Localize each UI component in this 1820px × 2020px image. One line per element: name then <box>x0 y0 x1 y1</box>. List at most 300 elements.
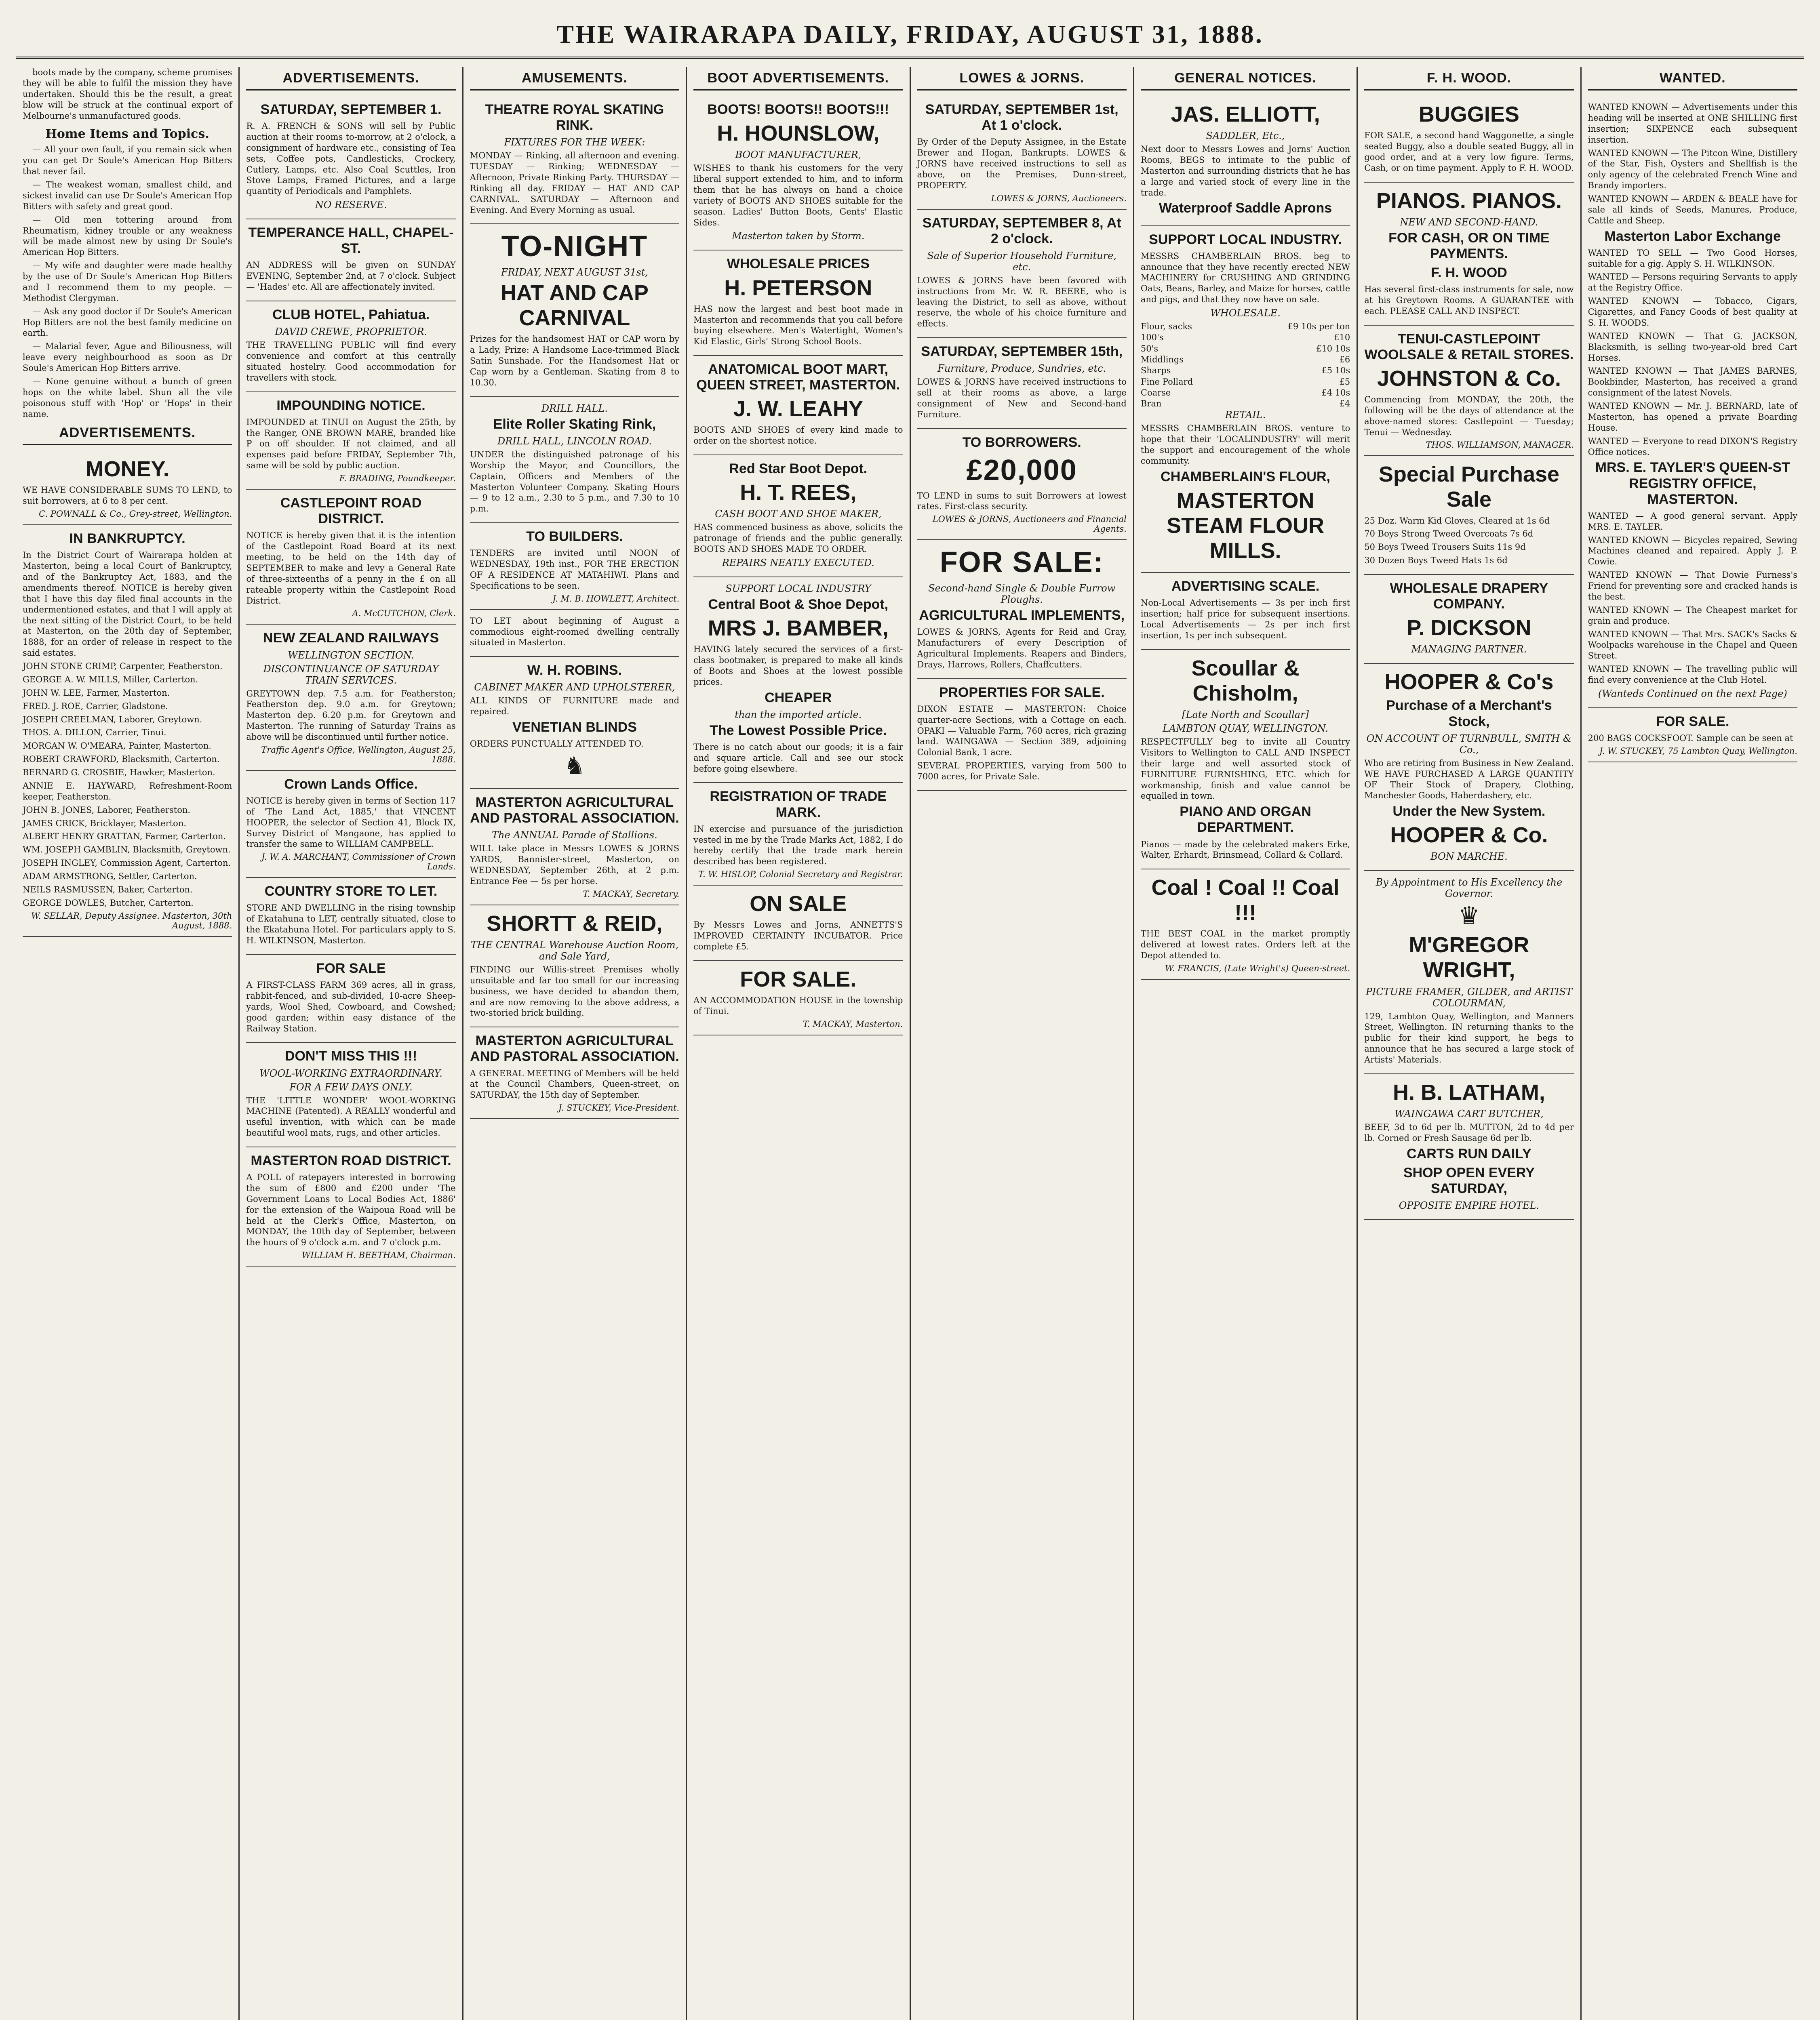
shortt-reid-body: FINDING our Willis-street Premises wholly unsuitable and far too small for our increasing business, we have decided to abandon them, and are now removing to the above address, a two-storied brick building. <box>470 964 680 1018</box>
mcgregor-sub: PICTURE FRAMER, GILDER, and ARTIST COLOURMAN, <box>1365 986 1573 1009</box>
price-row <box>1141 343 1350 354</box>
accommodation-ad <box>693 961 903 1035</box>
column-7 <box>1358 67 1581 2020</box>
royal-crest-icon: ♛ <box>1458 902 1480 930</box>
borrowers-ad <box>917 429 1127 541</box>
wholesale-heading: WHOLESALE. <box>1210 307 1281 319</box>
hounslow-body: WISHES to thank his customers for the very liberal support extended to him, and to inform them that he has always on hand a choice variety of BOOTS AND SHOES suitable for the season. Ladies' Button Boots, Gents' Elastic Sides. <box>693 163 903 227</box>
crown-lands-ad <box>246 771 455 878</box>
properties-body: DIXON ESTATE — MASTERTON: Choice quarter-acre Sections, with a Cottage on each. OPAKI — Valuable Farm, 760 acres, rich grazing land. WAINGAWA — Section 389, adjoining Colonial Bank, 1 acre. <box>917 704 1127 758</box>
price-item: Flour, sacks <box>1140 322 1192 332</box>
bankrupt-entry: ALBERT HENRY GRATTAN, Farmer, Carterton. <box>23 831 226 842</box>
shortt-reid-ad <box>470 905 679 1027</box>
wanted-item: WANTED — Persons requiring Servants to apply at the Registry Office. <box>1588 272 1797 293</box>
wanted-item: WANTED KNOWN — That Dowie Furness's Friend for preventing sore and cracked hands is the best. <box>1588 570 1797 602</box>
wanted-item: WANTED KNOWN — The Cheapest market for grain and produce. <box>1588 605 1797 626</box>
rees-title: H. T. REES, <box>740 480 857 505</box>
furniture-sale-body: LOWES & JORNS have been favored with instructions from Mr. W. R. BEERE, who is leaving the District, to sell as above, without reserve, the whole of his choice furniture and effects. <box>917 275 1127 329</box>
money-ad <box>23 451 232 525</box>
ploughs-title: FOR SALE: <box>939 546 1104 579</box>
special-item: 70 Boys Strong Tweed Overcoats 7s 6d <box>1364 529 1534 539</box>
incubator-body: By Messrs Lowes and Jorns, ANNETTS'S IMPROVED CERTAINTY INCUBATOR. Price complete £5. <box>693 920 903 951</box>
trade-mark-title: REGISTRATION OF TRADE MARK. <box>710 789 887 820</box>
elliott-sub: SADDLER, Etc., <box>1206 130 1285 142</box>
column-5 <box>911 67 1134 2020</box>
bankrupt-entry: MORGAN W. O'MEARA, Painter, Masterton. <box>23 741 211 751</box>
bankrupt-entry: JOSEPH CREELMAN, Laborer, Greytown. <box>23 714 202 724</box>
money-title: MONEY. <box>85 457 169 482</box>
money-body: WE HAVE CONSIDERABLE SUMS TO LEND, to suit borrowers, at 6 to 8 per cent. <box>23 485 232 506</box>
castlepoint-sign: A. McCUTCHON, Clerk. <box>352 608 456 619</box>
peterson-ad <box>693 250 903 356</box>
dont-miss-title: DON'T MISS THIS !!! <box>284 1048 417 1064</box>
buggies-ad <box>1364 96 1574 183</box>
elliott-body: Next door to Messrs Lowes and Jorns' Auction Rooms, BEGS to intimate to the public of Masterton and surrounding districts that he has a large and varied stock of every line in the trade. <box>1140 144 1350 198</box>
latham-title: H. B. LATHAM, <box>1392 1080 1545 1105</box>
dickson-ad <box>1364 575 1574 664</box>
column-1 <box>16 67 240 2020</box>
wanted-item: WANTED TO SELL — Two Good Horses, suitable for a gig. Apply S. H. WILKINSON. <box>1588 248 1797 269</box>
skating-rink-sub: FIXTURES FOR THE WEEK: <box>504 137 645 148</box>
price-row <box>1141 332 1350 343</box>
advertising-scale-ad <box>1141 573 1350 650</box>
leahy-body: BOOTS AND SHOES of every kind made to order on the shortest notice. <box>693 425 903 446</box>
club-hotel-ad <box>246 301 455 392</box>
brewer-sale-title: SATURDAY, SEPTEMBER 1st, At 1 o'clock. <box>925 102 1119 133</box>
temperance-ad <box>246 219 455 301</box>
wanted-item: WANTED KNOWN — That Mrs. SACK's Sacks & Woolpacks warehouse in the Chapel and Queen Street. <box>1588 629 1797 661</box>
railways-title: NEW ZEALAND RAILWAYS <box>263 630 439 646</box>
anatomical-title: ANATOMICAL BOOT MART, QUEEN STREET, MASTERTON. <box>696 362 900 393</box>
elite-rink-title: Elite Roller Skating Rink, <box>493 416 656 432</box>
club-hotel-proprietor: DAVID CREWE, PROPRIETOR. <box>275 326 428 338</box>
mcgregor-ad <box>1364 871 1574 1074</box>
bankrupt-entry: ANNIE E. HAYWARD, Refreshment-Room keeper, Featherston. <box>23 781 232 802</box>
dickson-sub: MANAGING PARTNER. <box>1411 644 1527 655</box>
properties-several: SEVERAL PROPERTIES, varying from 500 to 7000 acres, for Private Sale. <box>917 761 1127 782</box>
advertising-scale-body: Non-Local Advertisements — 3s per inch first insertion; half price for subsequent insertions. Local Advertisements — 2s per inch first insertion, 1s per inch subsequent. <box>1140 598 1350 640</box>
buggies-title: BUGGIES <box>1418 102 1519 126</box>
price-value: £10 <box>1334 332 1350 343</box>
road-district-title: MASTERTON ROAD DISTRICT. <box>251 1153 451 1168</box>
wanted-item: WANTED KNOWN — The travelling public will find every convenience at the Club Hotel. <box>1588 664 1797 685</box>
chamberlain-flour-title: CHAMBERLAIN'S FLOUR, <box>1161 469 1330 484</box>
price-value: £5 <box>1339 377 1350 387</box>
lowest-price-title: The Lowest Possible Price. <box>710 722 887 738</box>
hooper-ad <box>1364 664 1574 871</box>
wanted-item: WANTED KNOWN — Bicycles repaired, Sewing Machines cleaned and repaired. Apply J. P. Cowie. <box>1588 535 1797 567</box>
carts-title: CARTS RUN DAILY <box>1407 1146 1531 1162</box>
ploughs-sub: Second-hand Single & Double Furrow Ploughs. <box>928 583 1116 606</box>
wanted-item: WANTED KNOWN — ARDEN & BEALE have for sale all kinds of Seeds, Manures, Produce, Cattle and Sheep. <box>1588 194 1797 225</box>
hounslow-title: H. HOUNSLOW, <box>717 121 880 146</box>
bankrupt-entry: JOHN W. LEE, Farmer, Masterton. <box>23 688 170 698</box>
french-sale-tag: NO RESERVE. <box>315 199 387 211</box>
shop-title: SHOP OPEN EVERY SATURDAY, <box>1403 1165 1535 1196</box>
johnston-body: Commencing from MONDAY, the 20th, the following will be the days of attendance at the above-named stores: Castlepoint — Tuesday; Tenui — Wednesday. <box>1364 394 1574 437</box>
column-6 <box>1134 67 1358 2020</box>
road-district-ad <box>246 1147 455 1267</box>
hounslow-ad <box>693 96 903 250</box>
accommodation-sign: T. MACKAY, Masterton. <box>803 1019 903 1029</box>
wanted-item: WANTED — A good general servant. Apply MRS. E. TAYLER. <box>1588 511 1797 532</box>
carnival-body: Prizes for the handsomest HAT or CAP worn by a Lady, Prize: A Handsome Lace-trimmed Black Satin Sunshade. For the Handsomest Hat or Cap worn by a Gentleman. Skating from 8 to 10.30. <box>470 334 680 387</box>
railways-sign: Traffic Agent's Office, Wellington, August 25, 1888. <box>261 745 456 764</box>
skating-rink-ad <box>470 96 679 224</box>
incubator-ad <box>693 886 903 961</box>
cocksfoot-title: FOR SALE. <box>1656 713 1729 729</box>
bamber-body: HAVING lately secured the services of a first-class bootmaker, is prepared to make all kinds of Boots and Shoes at the lowest possible prices. <box>693 644 903 687</box>
home-item: — The weakest woman, smallest child, and sickest invalid can use Dr Soule's American Hop Bitters with safety and great good. <box>23 180 232 211</box>
elite-rink-ad <box>470 397 679 523</box>
railways-sub: WELLINGTON SECTION. <box>288 649 414 661</box>
carnival-ad <box>470 224 679 397</box>
column-6-heading: GENERAL NOTICES. <box>1141 67 1350 90</box>
appointment-text: By Appointment to His Excellency the Governor. <box>1376 877 1563 900</box>
buggies-body: FOR SALE, a second hand Waggonette, a single seated Buggy, also a double seated Buggy, all in good order, and at a very low figure. Terms, Cash, or on time payment. Apply to F. H. WOOD. <box>1364 130 1574 173</box>
special-purchase-title: Special Purchase Sale <box>1378 462 1560 512</box>
sundries-date: SATURDAY, SEPTEMBER 15th, <box>921 344 1123 360</box>
club-hotel-body: THE TRAVELLING PUBLIC will find every convenience and comfort at this centrally situated hostelry. Good accommodation for travellers with stock. <box>246 340 456 383</box>
parade-ad <box>470 789 679 905</box>
furniture-sale-ad <box>917 210 1127 339</box>
home-item: — Ask any good doctor if Dr Soule's American Hop Bitters are not the best family medicine on earth. <box>23 306 232 338</box>
borrowers-amount: £20,000 <box>966 454 1077 486</box>
dickson-name: P. DICKSON <box>1407 616 1531 640</box>
parade-body: WILL take place in Messrs LOWES & JORNS YARDS, Bannister-street, Masterton, on WEDNESDAY, September 26th, at 2 p.m. Entrance Fee — 5s per horse. <box>470 844 680 886</box>
article-lead-text: boots made by the company, scheme promises they will be able to fulfil the mission they have undertaken. Should this be the result, a great blow will be struck at the continual export of Melbourne's unmanufactured goods. <box>23 67 232 121</box>
wanted-item: WANTED KNOWN — Mr. J. BERNARD, late of Masterton, has opened a private Boarding House. <box>1588 401 1797 433</box>
lowest-price-body: There is no catch about our goods; it is a fair and square article. Call and see our stock before going elsewhere. <box>693 742 903 774</box>
ploughs-ad <box>917 540 1127 679</box>
robins-sub: CABINET MAKER AND UPHOLSTERER, <box>474 682 675 693</box>
wanted-item: WANTED KNOWN — Tobacco, Cigars, Cigarettes, and Fancy Goods of best quality at S. H. WOODS. <box>1588 296 1797 328</box>
scoullar-ad <box>1141 650 1350 869</box>
chamberlain-sign: MESSRS CHAMBERLAIN BROS. venture to hope that their 'LOCALINDUSTRY' will merit the support and encouragement of the whole community. <box>1140 423 1350 466</box>
price-item: Coarse <box>1140 387 1171 398</box>
farm-sale-ad <box>246 955 455 1043</box>
price-item: Fine Pollard <box>1140 377 1193 387</box>
railways-head: DISCONTINUANCE OF SATURDAY TRAIN SERVICES. <box>263 663 439 686</box>
brewer-sale-body: By Order of the Deputy Assignee, in the Estate Brewer and Hogan, Bankrupts. LOWES & JORNS have received instructions to sell as above, on the Premises, Dunn-street, PROPERTY. <box>917 137 1127 190</box>
farm-sale-title: FOR SALE <box>316 960 386 976</box>
advertising-scale-title: ADVERTISING SCALE. <box>1171 579 1320 594</box>
bankrupt-entry: JOHN STONE CRIMP, Carpenter, Featherston. <box>23 661 223 671</box>
price-item: Bran <box>1140 399 1162 409</box>
home-item: — My wife and daughter were made healthy by the use of Dr Soule's American Hop Bitters and I recommend them to my people. — Methodist Clergyman. <box>23 261 232 303</box>
blinds-body: ORDERS PUNCTUALLY ATTENDED TO. <box>470 739 644 749</box>
bankrupt-entry: JOHN B. JONES, Laborer, Featherston. <box>23 805 191 815</box>
wool-working-title: WOOL-WORKING EXTRAORDINARY. <box>259 1067 443 1079</box>
pianos-sub: NEW AND SECOND-HAND. <box>1400 216 1538 228</box>
price-list <box>1141 321 1350 409</box>
parade-sign: T. MACKAY, Secretary. <box>583 889 680 899</box>
trade-mark-sign: T. W. HISLOP, Colonial Secretary and Registrar. <box>698 869 903 880</box>
wanted-item: WANTED KNOWN — That JAMES BARNES, Bookbinder, Masterton, has received a grand consignment of the latest Novels. <box>1588 366 1797 398</box>
wanted-item: WANTED KNOWN — Advertisements under this heading will be inserted at ONE SHILLING first insertion; SIXPENCE each subsequent insertion. <box>1588 102 1797 145</box>
registry-office-title: MRS. E. TAYLER'S QUEEN-ST REGISTRY OFFICE, MASTERTON. <box>1595 460 1790 507</box>
bankrupt-entry: GEORGE DOWLES, Butcher, Carterton. <box>23 898 194 908</box>
robins-title: W. H. ROBINS. <box>527 663 622 678</box>
red-star-title: Red Star Boot Depot. <box>729 461 868 477</box>
brewer-sale-sign: LOWES & JORNS, Auctioneers. <box>991 193 1127 203</box>
french-sale-ad <box>246 96 455 219</box>
central-depot-title: Central Boot & Shoe Depot, <box>708 596 889 612</box>
impounding-body: IMPOUNDED at TINUI on August the 25th, by the Ranger, ONE BROWN MARE, branded like P on off shoulder. If not claimed, and all expenses paid before FRIDAY, September 7th, same will be sold by public auction. <box>246 417 456 471</box>
railways-body: GREYTOWN dep. 7.5 a.m. for Featherston; Featherston dep. 9.0 a.m. for Greytown; Masterton dep. 6.20 p.m. for Greytown and Masterton. The running of Saturday Trains as above will be discontinued until further notice. <box>246 688 456 742</box>
carnival-title: HAT AND CAP CARNIVAL <box>500 281 649 330</box>
retail-heading: RETAIL. <box>1225 409 1266 421</box>
price-row <box>1141 398 1350 409</box>
wool-working-ad <box>246 1043 455 1147</box>
bamber-ad <box>693 577 903 783</box>
dickson-title: WHOLESALE DRAPERY COMPANY. <box>1390 581 1548 612</box>
rees-body: HAS commenced business as above, solicits the patronage of friends and the public generally. BOOTS AND SHOES MADE TO ORDER. <box>693 522 903 554</box>
column-4-heading: BOOT ADVERTISEMENTS. <box>693 67 903 90</box>
bamber-title: MRS J. BAMBER, <box>708 616 889 641</box>
scoullar-sub: [Late North and Scoullar] <box>1182 709 1309 721</box>
wood-title: F. H. WOOD <box>1430 265 1507 280</box>
french-sale-body: R. A. FRENCH & SONS will sell by Public auction at their rooms to-morrow, at 2 o'clock, a consignment of hardware etc., consisting of Tea sets, Coffee pots, Candlesticks, Crockery, Cutlery, Lamps, etc. Also Coal Scuttles, Iron Stove Lamps, Framed Pictures, and a large quantity of Periodicals and Pamphlets. <box>246 121 456 196</box>
hooper2-title: HOOPER & Co. <box>1390 823 1548 848</box>
french-sale-title: SATURDAY, SEPTEMBER 1. <box>260 102 442 117</box>
association-meeting-sign: J. STUCKEY, Vice-President. <box>558 1103 680 1113</box>
robins-body: ALL KINDS OF FURNITURE made and repaired. <box>470 696 680 717</box>
money-sign: C. POWNALL & Co., Grey-street, Wellington. <box>39 509 232 519</box>
elite-rink-body: UNDER the distinguished patronage of his Worship the Mayor, and Councillors, the Captain, Officers and Members of the Masterton Volunteer Company. Skating Hours — 9 to 12 a.m., 2.30 to 5 p.m., and 7.30 to 10 p.m. <box>470 449 680 514</box>
to-let-ad <box>470 610 679 657</box>
properties-ad <box>917 679 1127 791</box>
country-store-ad <box>246 878 455 955</box>
pianos-ad <box>1364 183 1574 326</box>
association-meeting-body: A GENERAL MEETING of Members will be held at the Council Chambers, Queen-street, on SATURDAY, the 15th day of September. <box>470 1068 680 1100</box>
builders-ad <box>470 523 679 610</box>
wanted-item: WANTED KNOWN — That G. JACKSON, Blacksmith, is selling two-year-old bred Cart Horses. <box>1588 331 1797 363</box>
crown-lands-body: NOTICE is hereby given in terms of Section 117 of 'The Land Act, 1885,' that VINCENT HOOPER, the selector of Section 41, Block IX, Survey District of Mangaone, has applied to transfer the same to WILLIAM CAMPBELL. <box>246 795 456 849</box>
cocksfoot-ad <box>1588 708 1797 762</box>
price-value: £4 10s <box>1321 387 1350 398</box>
scoullar-title: Scoullar & Chisholm, <box>1191 656 1300 705</box>
cocksfoot-body: 200 BAGS COCKSFOOT. Sample can be seen at <box>1588 733 1793 743</box>
mcgregor-body: 129, Lambton Quay, Wellington, and Manners Street, Wellington. IN returning thanks to the public for their kind support, he begs to announce that he has secured a large stock of Artists' Materials. <box>1364 1011 1574 1065</box>
accommodation-title: FOR SALE. <box>740 967 857 991</box>
association-meeting-title: MASTERTON AGRICULTURAL AND PASTORAL ASSOCIATION. <box>470 1033 679 1065</box>
shortt-reid-title: SHORTT & REID, <box>487 911 663 936</box>
price-value: £4 <box>1339 399 1350 409</box>
country-store-title: COUNTRY STORE TO LET. <box>264 884 438 899</box>
shortt-reid-sub: THE CENTRAL Warehouse Auction Room, and Sale Yard, <box>470 939 679 962</box>
column-3 <box>463 67 687 2020</box>
pianos-title: PIANOS. PIANOS. <box>1376 188 1562 213</box>
sundries-ad <box>917 338 1127 429</box>
bankrupt-entry: NEILS RASMUSSEN, Baker, Carterton. <box>23 884 193 894</box>
home-item: — Malarial fever, Ague and Biliousness, will leave every neighbourhood as soon as Dr Soule's American Hop Bitters arrive. <box>23 341 232 373</box>
chamberlain-body: MESSRS CHAMBERLAIN BROS. beg to announce that they have recently erected NEW MACHINERY for CRUSHING AND GRINDING Oats, Beans, Barley, and Maize for horses, cattle and pigs, and that they now have on sale. <box>1140 251 1350 305</box>
hooper-body: Who are retiring from Business in New Zealand. WE HAVE PURCHASED A LARGE QUANTITY OF Their Stock of Drapery, Clothing, Manchester Goods, Haberdashery, etc. <box>1364 758 1574 801</box>
price-row <box>1141 354 1350 365</box>
incubator-title: ON SALE <box>750 892 847 916</box>
column-4 <box>687 67 910 2020</box>
cocksfoot-sign: J. W. STUCKEY, 75 Lambton Quay, Wellington. <box>1599 746 1797 756</box>
home-items-title: Home Items and Topics. <box>45 127 209 141</box>
column-2 <box>240 67 463 2020</box>
peterson-title: H. PETERSON <box>724 276 872 300</box>
cheaper-title: CHEAPER <box>765 690 832 705</box>
impounding-ad <box>246 392 455 490</box>
price-value: £10 10s <box>1316 343 1350 354</box>
steam-mills-title: MASTERTON STEAM FLOUR MILLS. <box>1167 488 1325 563</box>
columns <box>16 67 1804 2020</box>
price-row <box>1141 321 1350 332</box>
bankrupt-entry: JOSEPH INGLEY, Commission Agent, Carterton. <box>23 858 231 868</box>
hooper-title: HOOPER & Co's <box>1384 670 1554 694</box>
implements-body: LOWES & JORNS, Agents for Reid and Gray, Manufacturers of every Description of Agricultural Implements. Reapers and Binders, Drays, Harrows, Rollers, Chaffcutters. <box>917 627 1127 669</box>
to-let-body: TO LET about beginning of August a commodious eight-roomed dwelling centrally situated in Masterton. <box>470 616 680 648</box>
blinds-title: VENETIAN BLINDS <box>512 720 637 735</box>
bankruptcy-body: In the District Court of Wairarapa holden at Masterton, being a local Court of Bankruptcy, and of the Bankruptcy Act, 1883, and the amendments thereof. NOTICE is hereby given that I have this day filed final accounts in the undermentioned estates, and that I will apply at the next sitting of the District Court, to be held at Masterton, on the 20th day of September, 1888, for an order of release in respect to the said estates. <box>23 550 232 658</box>
price-item: Middlings <box>1140 354 1184 364</box>
coal-body: THE BEST COAL in the market promptly delivered at lowest rates. Orders left at the Depot attended to. <box>1140 929 1350 961</box>
association-meeting-ad <box>470 1027 679 1119</box>
coal-ad <box>1141 869 1350 980</box>
scoullar-body: RESPECTFULLY beg to invite all Country Visitors to Wellington to CALL AND INSPECT their large and well assorted stock of FURNITURE FURNISHING, ETC. which for workmanship, finish and value cannot be equalled in town. <box>1140 737 1350 801</box>
elite-rink-sub: DRILL HALL, LINCOLN ROAD. <box>497 435 652 447</box>
peterson-body: HAS now the largest and best boot made in Masterton and recommends that you call before buying elsewhere. Men's Watertight, Women's Kid Elastic, Girls' Strong School Boots. <box>693 304 903 347</box>
home-item: — None genuine without a bunch of green hops on the white label. Shun all the vile poisonous stuff with 'Hop' or 'Hops' in their name. <box>23 376 232 419</box>
local-industry-title: SUPPORT LOCAL INDUSTRY. <box>1149 231 1342 247</box>
piano-dept-title: PIANO AND ORGAN DEPARTMENT. <box>1180 804 1311 835</box>
implements-title: AGRICULTURAL IMPLEMENTS, <box>919 608 1125 623</box>
local-industry-title: SUPPORT LOCAL INDUSTRY <box>725 583 871 594</box>
impounding-title: IMPOUNDING NOTICE. <box>276 398 426 413</box>
crown-lands-sign: J. W. A. MARCHANT, Commissioner of Crown Lands. <box>261 852 456 872</box>
wanted-continued: (Wanteds Continued on the next Page) <box>1598 688 1787 699</box>
bankrupt-entry: BERNARD G. CROSBIE, Hawker, Masterton. <box>23 768 215 778</box>
road-district-sign: WILLIAM H. BEETHAM, Chairman. <box>301 1250 456 1260</box>
wanted-item: WANTED KNOWN — The Pitcon Wine, Distillery of the Star, Fish, Oysters and Shellfish is the only agency of the celebrated French Wine and Brandy importers. <box>1588 148 1797 191</box>
latham-body: BEEF, 3d to 6d per lb. MUTTON, 2d to 4d per lb. Corned or Fresh Sausage 6d per lb. <box>1364 1122 1574 1143</box>
cheaper-body: than the imported article. <box>735 709 862 720</box>
temperance-title: TEMPERANCE HALL, CHAPEL-ST. <box>248 225 454 257</box>
builders-sign: J. M. B. HOWLETT, Architect. <box>552 593 680 604</box>
article-lead <box>23 67 232 121</box>
hounslow-sign: Masterton taken by Storm. <box>732 230 865 242</box>
sundries-title: Furniture, Produce, Sundries, etc. <box>937 363 1106 375</box>
bankruptcy-title: IN BANKRUPTCY. <box>69 531 185 547</box>
home-items <box>23 144 232 419</box>
column-2-heading: ADVERTISEMENTS. <box>246 67 455 90</box>
page-title: THE WAIRARAPA DAILY, FRIDAY, AUGUST 31, 1888. <box>556 20 1264 48</box>
wanted-item: WANTED — Everyone to read DIXON'S Registry Office notices. <box>1588 436 1797 457</box>
bankrupt-entry: ROBERT CRAWFORD, Blacksmith, Carterton. <box>23 754 220 764</box>
borrowers-title: TO BORROWERS. <box>962 434 1081 450</box>
price-item: 50's <box>1140 343 1159 354</box>
sundries-body: LOWES & JORNS have received instructions to sell at their rooms as above, a large consignment of New and Second-hand Furniture. <box>917 377 1127 419</box>
drill-hall-title: DRILL HALL. <box>541 402 608 414</box>
special-item: 25 Doz. Warm Kid Gloves, Cleared at 1s 6d <box>1364 516 1550 526</box>
properties-title: PROPERTIES FOR SALE. <box>939 684 1105 700</box>
wool-working-body: THE 'LITTLE WONDER' WOOL-WORKING MACHINE (Patented). A REALLY wonderful and useful invention, with which can be made beautiful wool mats, rugs, and other articles. <box>246 1095 456 1138</box>
impounding-sign: F. BRADING, Poundkeeper. <box>339 473 456 484</box>
road-district-body: A POLL of ratepayers interested in borrowing the sum of £800 and £200 under 'The Government Loans to Local Bodies Act, 1886' for the extension of the Waipoua Road will be held at the Clerk's Office, Masterton, on MONDAY, the 10th day of September, between the hours of 9 o'clock a.m. and 7 o'clock p.m. <box>246 1172 456 1248</box>
special-item: 50 Boys Tweed Trousers Suits 11s 9d <box>1364 542 1526 552</box>
scoullar-address: LAMBTON QUAY, WELLINGTON. <box>1163 723 1328 734</box>
price-item: 100's <box>1140 332 1164 343</box>
leahy-ad <box>693 356 903 455</box>
castlepoint-body: NOTICE is hereby given that it is the intention of the Castlepoint Road Board at its next meeting, to be held on the 14th day of SEPTEMBER to make and levy a General Rate of three-sixteenths of a penny in the £ on all rateable property within the Castlepoint Road District. <box>246 530 456 606</box>
furniture-sale-title: Sale of Superior Household Furniture, etc. <box>927 250 1116 273</box>
masthead <box>16 12 1804 59</box>
johnston-sign: THOS. WILLIAMSON, MANAGER. <box>1426 440 1574 450</box>
railways-ad <box>246 625 455 770</box>
trade-mark-body: IN exercise and pursuance of the jurisdiction vested in me by the Trade Marks Act, 1882, I do hereby certify that the trade mark herein described has been registered. <box>693 824 903 867</box>
cash-title: FOR CASH, OR ON TIME PAYMENTS. <box>1388 230 1550 261</box>
association-title: MASTERTON AGRICULTURAL AND PASTORAL ASSOCIATION. <box>470 795 679 826</box>
skating-rink-title: THEATRE ROYAL SKATING RINK. <box>485 102 664 133</box>
rees-tag: REPAIRS NEATLY EXECUTED. <box>722 557 874 568</box>
bankrupt-entry: WM. JOSEPH GAMBLIN, Blacksmith, Greytown. <box>23 845 231 855</box>
castlepoint-title: CASTLEPOINT ROAD DISTRICT. <box>280 495 422 527</box>
bankrupt-entry: GEORGE A. W. MILLS, Miller, Carterton. <box>23 674 198 684</box>
special-item: 30 Dozen Boys Tweed Hats 1s 6d <box>1364 556 1508 566</box>
column-8 <box>1582 67 1804 2020</box>
coal-sign: W. FRANCIS, (Late Wright's) Queen-street. <box>1165 964 1350 974</box>
latham-sub: WAINGAWA CART BUTCHER, <box>1394 1108 1544 1119</box>
home-item: — Old men tottering around from Rheumatism, kidney trouble or any weakness will be made almost new by using Dr Soule's American Hop Bitters. <box>23 215 232 257</box>
rees-sub: CASH BOOT AND SHOE MAKER, <box>715 508 882 520</box>
shop-sub: OPPOSITE EMPIRE HOTEL. <box>1399 1200 1540 1211</box>
bankrupt-entry: JAMES CRICK, Bricklayer, Masterton. <box>23 818 187 828</box>
wholesale-title: WHOLESALE PRICES <box>727 256 870 272</box>
builders-body: TENDERS are invited until NOON of WEDNESDAY, 19th inst., FOR THE ERECTION OF A RESIDENCE AT MATAHIWI. Plans and Specifications to be seen. <box>470 548 680 591</box>
saddle-aprons-title: Waterproof Saddle Aprons <box>1159 200 1332 216</box>
bankruptcy-notice <box>23 525 232 936</box>
skating-rink-body: MONDAY — Rinking, all afternoon and evening. TUESDAY — Rinking; WEDNESDAY — Afternoon, Private Rinking Party. THURSDAY — Rinking all day. FRIDAY — HAT AND CAP CARNIVAL. SATURDAY — Afternoon and Evening. And Every Morning as usual. <box>470 151 680 215</box>
column-3-heading: AMUSEMENTS. <box>470 67 679 90</box>
castlepoint-ad <box>246 490 455 625</box>
borrowers-sign: LOWES & JORNS, Auctioneers and Financial Agents. <box>932 514 1127 534</box>
crown-lands-title: Crown Lands Office. <box>284 776 418 792</box>
trade-mark-ad <box>693 783 903 886</box>
new-system-title: Under the New System. <box>1392 804 1546 819</box>
labor-exchange-title: Masterton Labor Exchange <box>1604 228 1781 244</box>
bankruptcy-sign: W. SELLAR, Deputy Assignee. Masterton, 30th August, 1888. <box>31 911 232 930</box>
price-value: £5 10s <box>1321 366 1350 376</box>
hounslow-sub: BOOT MANUFACTURER, <box>735 149 862 161</box>
tonight-title: TO-NIGHT <box>501 230 648 263</box>
elliott-ad <box>1141 96 1350 226</box>
coal-title: Coal ! Coal !! Coal !!! <box>1151 875 1340 925</box>
price-value: £9 10s per ton <box>1287 322 1350 332</box>
parade-title: The ANNUAL Parade of Stallions. <box>492 829 657 841</box>
rees-ad <box>693 455 903 577</box>
leahy-title: J. W. LEAHY <box>733 397 863 421</box>
accommodation-body: AN ACCOMMODATION HOUSE in the township of Tinui. <box>693 995 903 1016</box>
builders-title: TO BUILDERS. <box>526 529 623 545</box>
elliott-title: JAS. ELLIOTT, <box>1171 102 1320 126</box>
mcgregor-title: M'GREGOR WRIGHT, <box>1409 933 1529 983</box>
country-store-body: STORE AND DWELLING in the rising township of Ekatahuna to LET, centrally situated, close to the Ekatahuna Hotel. For particulars apply to S. H. WILKINSON, Masterton. <box>246 903 456 946</box>
boots-title: BOOTS! BOOTS!! BOOTS!!! <box>707 102 889 117</box>
hooper-sub: Purchase of a Merchant's Stock, <box>1386 698 1552 729</box>
special-purchase-ad <box>1364 456 1574 575</box>
furniture-sale-date: SATURDAY, SEPTEMBER 8, At 2 o'clock. <box>922 215 1121 246</box>
latham-ad <box>1364 1074 1574 1220</box>
price-row <box>1141 377 1350 387</box>
robins-ad <box>470 657 679 789</box>
club-hotel-title: CLUB HOTEL, Pahiatua. <box>272 307 430 323</box>
wool-working-sub: FOR A FEW DAYS ONLY. <box>289 1081 413 1093</box>
